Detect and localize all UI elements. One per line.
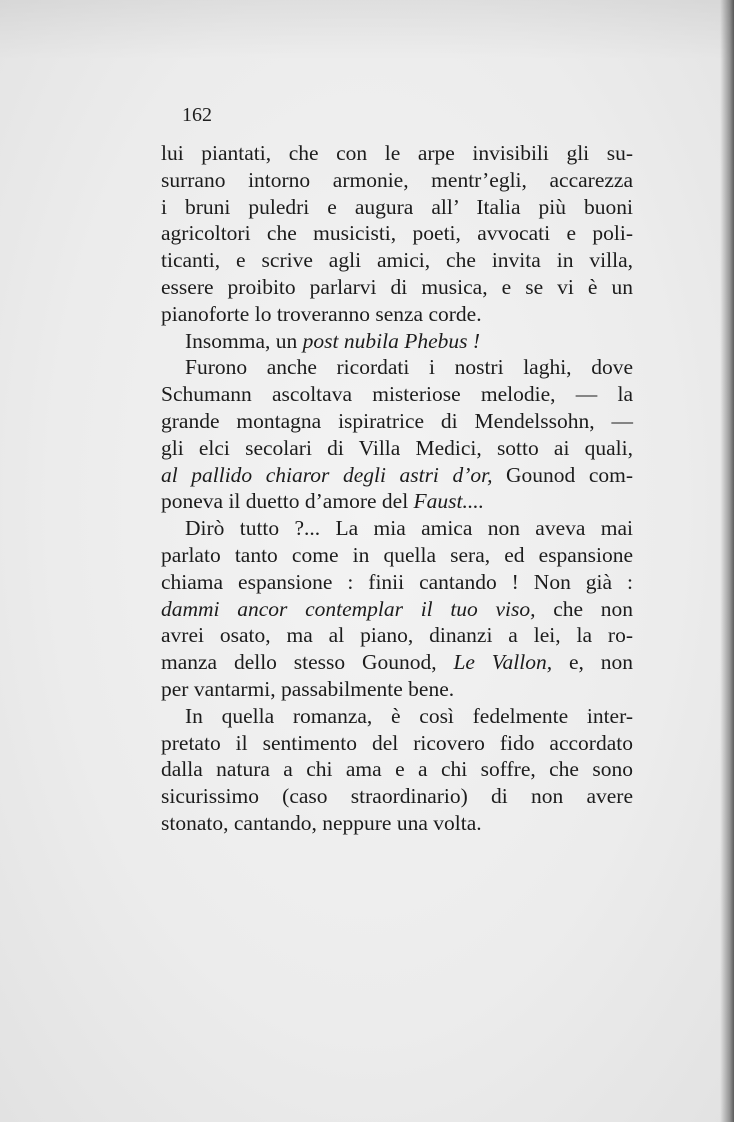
text-line: essere proibito parlarvi di musica, e se vi è un <box>161 274 633 299</box>
italic-span: al pallido chiaror degli astri d’or, <box>161 462 493 487</box>
text-line: dalla natura a chi ama e a chi soffre, che sono <box>161 757 633 782</box>
text-span: manza dello stesso Gounod, <box>161 650 454 675</box>
text-line: sicurissimo (caso straordinario) di non avere <box>161 784 633 809</box>
text-line: parlato tanto come in quella sera, ed espansione <box>161 542 633 567</box>
page-spine-shadow <box>720 0 734 1122</box>
text-line: In quella romanza, è così fedelmente inter- <box>185 703 633 728</box>
italic-span: Le Vallon, <box>453 650 553 675</box>
text-line: pianoforte lo troveranno senza corde. <box>161 301 482 326</box>
italic-span: post nubila Phebus ! <box>302 328 481 353</box>
italic-span: Faust.... <box>413 489 485 514</box>
text-line: Furono anche ricordati i nostri laghi, dove <box>185 355 633 380</box>
text-line: chiama espansione : finii cantando ! Non già : <box>161 569 633 594</box>
text-line: grande montagna ispiratrice di Mendelssohn, — <box>161 408 633 433</box>
text-span: che non <box>535 596 633 621</box>
text-line: Schumann ascoltava misteriose melodie, — la <box>161 382 633 407</box>
text-span: e, non <box>552 650 633 675</box>
text-span: Gounod com- <box>492 462 633 487</box>
body-text <box>161 140 633 837</box>
text-line: lui piantati, che con le arpe invisibili gli su- <box>161 141 633 165</box>
text-line: gli elci secolari di Villa Medici, sotto ai quali, <box>161 435 633 460</box>
italic-span: dammi ancor contemplar il tuo viso, <box>161 596 536 621</box>
text-line <box>161 488 633 515</box>
text-line: avrei osato, ma al piano, dinanzi a lei, la ro- <box>161 623 633 648</box>
text-line: agricoltori che musicisti, poeti, avvocati e poli- <box>161 221 633 246</box>
text-line: surrano intorno armonie, mentr’egli, accarezza <box>161 167 633 192</box>
text-line <box>161 328 633 355</box>
text-line: pretato il sentimento del ricovero fido accordato <box>161 730 633 755</box>
text-line: stonato, cantando, neppure una volta. <box>161 810 482 835</box>
text-span: Insomma, un <box>185 328 303 353</box>
text-line: Dirò tutto ?... La mia amica non aveva mai <box>185 516 633 541</box>
page-top-shade <box>0 0 734 60</box>
text-line: i bruni puledri e augura all’ Italia più buoni <box>161 194 633 219</box>
text-span: poneva il duetto d’amore del <box>161 489 414 514</box>
text-line <box>161 462 633 489</box>
text-line: per vantarmi, passabilmente bene. <box>161 676 455 701</box>
text-line: ticanti, e scrive agli amici, che invita in villa, <box>161 248 633 273</box>
text-line <box>161 649 633 676</box>
text-line <box>161 596 633 623</box>
page-number: 162 <box>182 104 212 126</box>
